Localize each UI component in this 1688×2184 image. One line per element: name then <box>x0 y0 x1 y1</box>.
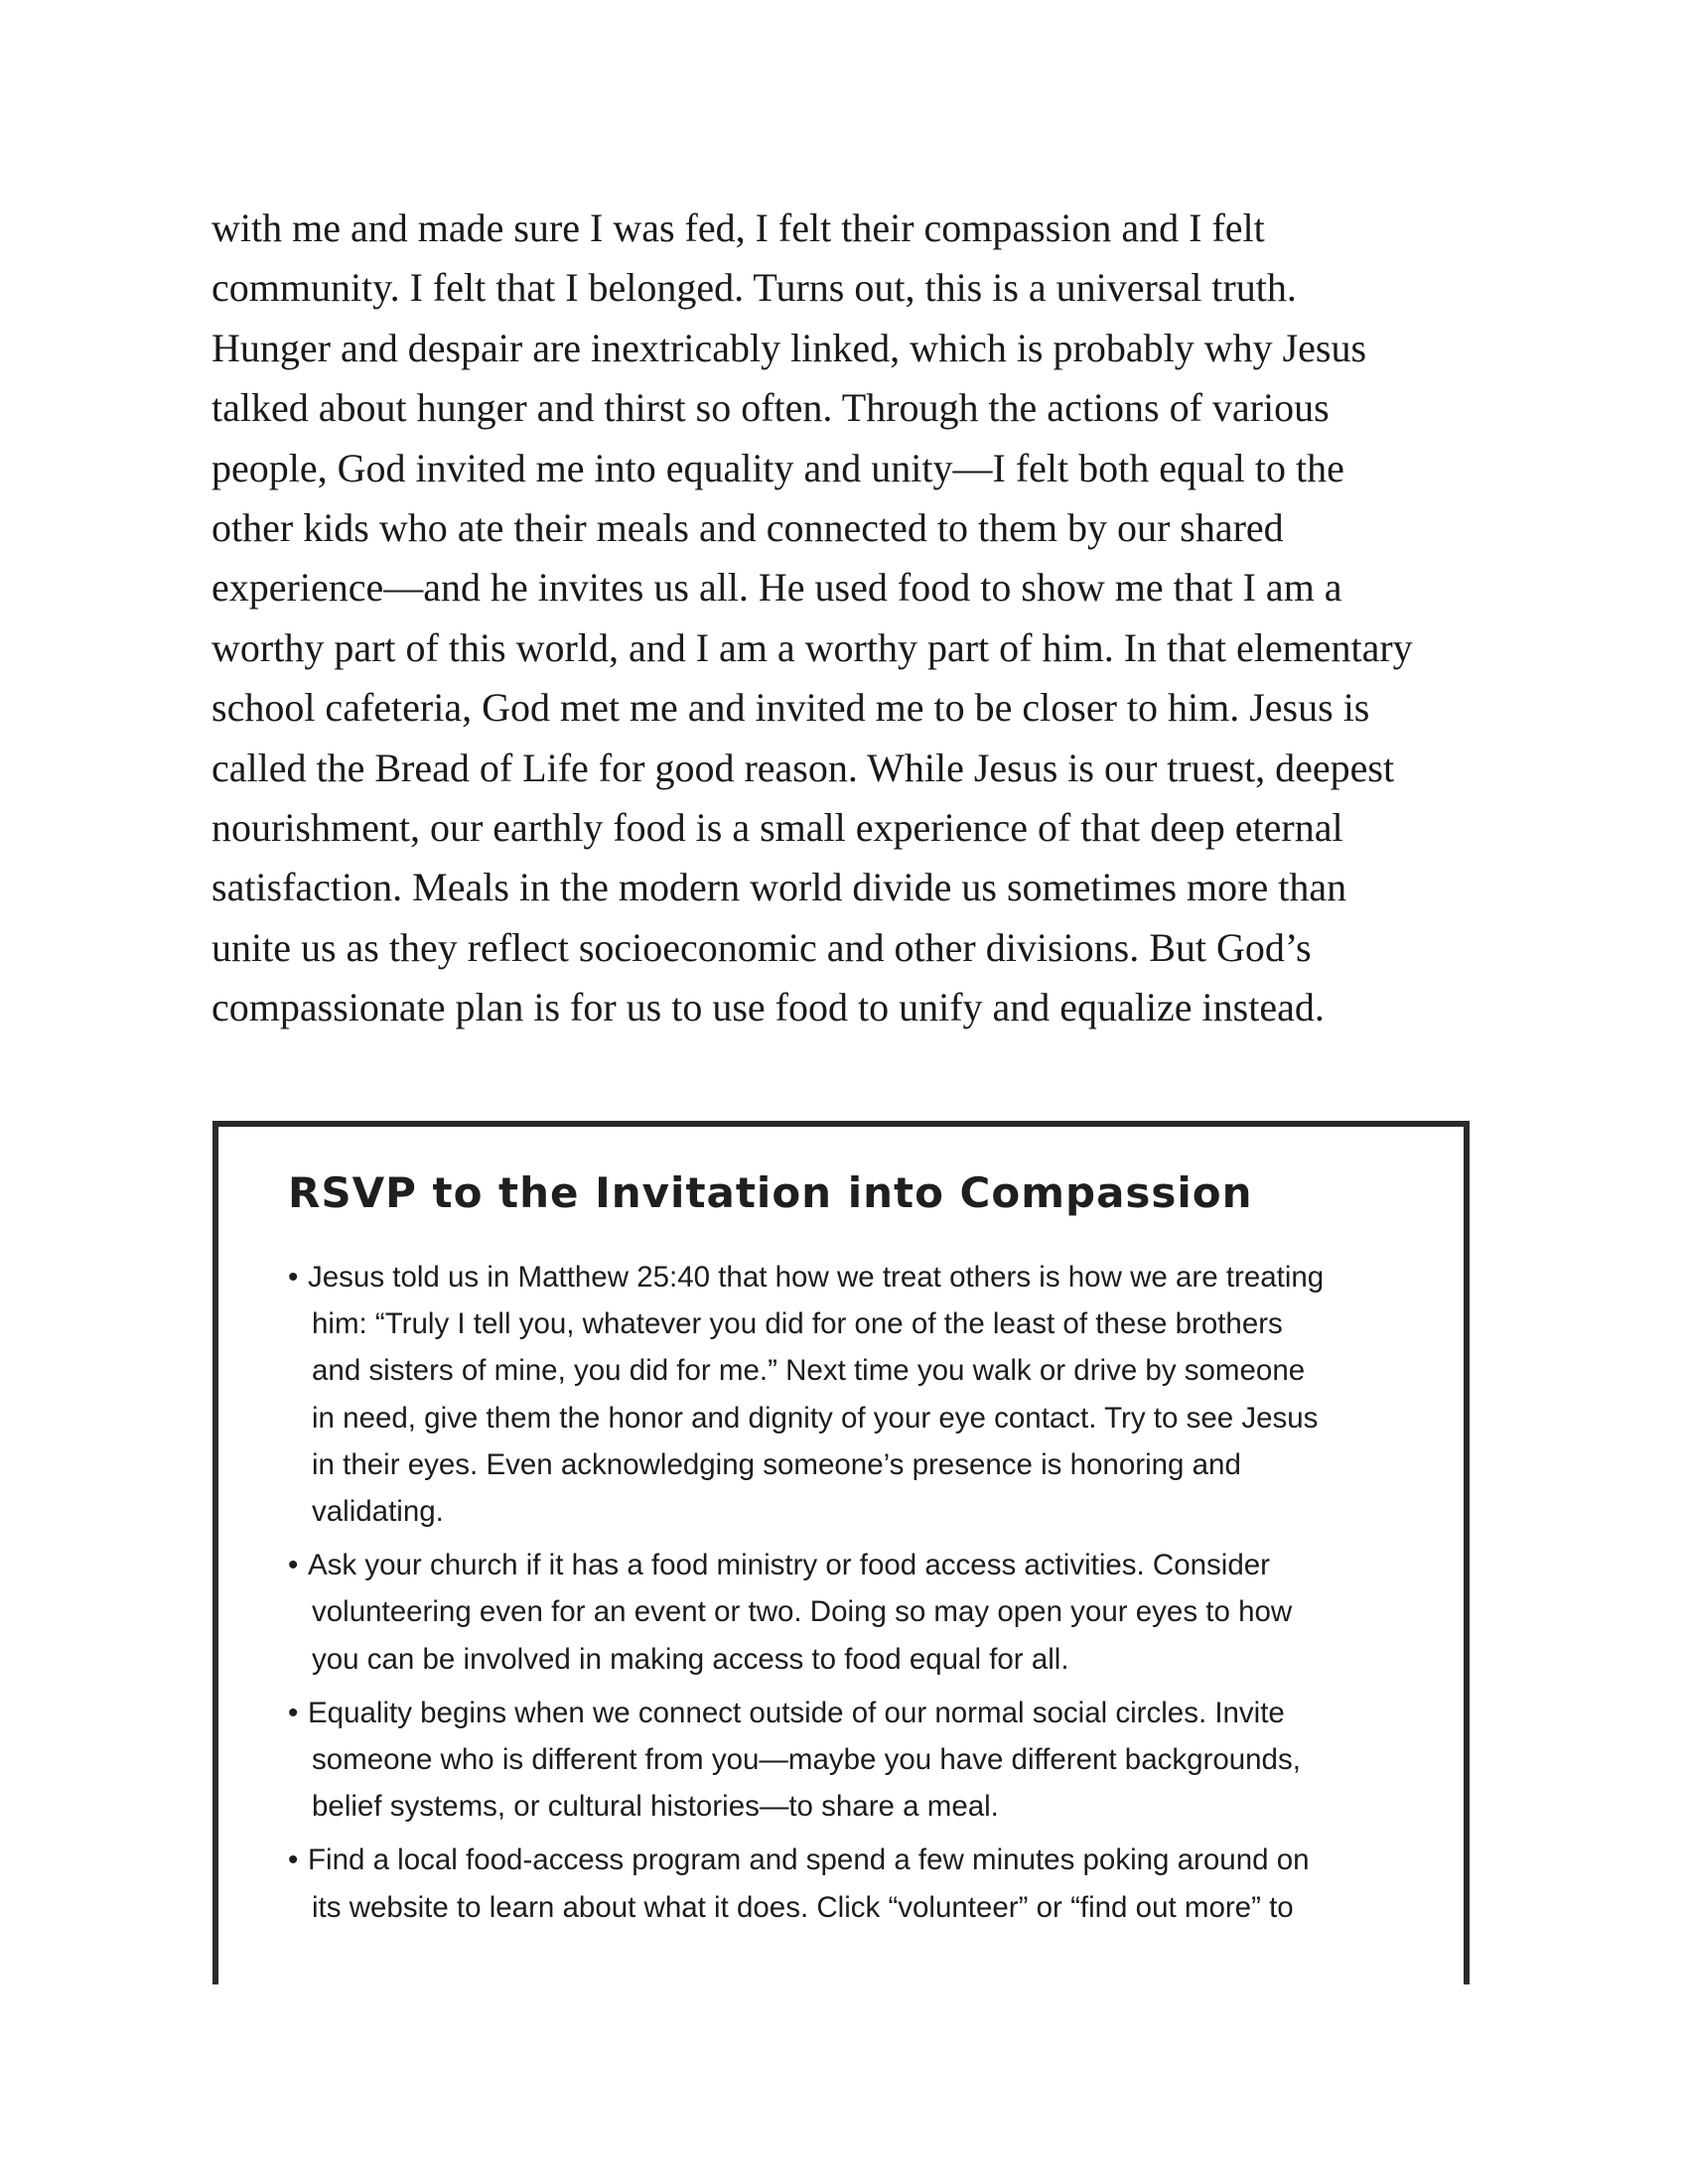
bullet-marker: • <box>288 1843 299 1877</box>
bullet-marker: • <box>288 1549 299 1582</box>
bullet-line: its website to learn about what it does. Click “volunteer” or “find out more” to <box>312 1890 1294 1924</box>
body-line: satisfaction. Meals in the modern world divide us sometimes more than <box>211 865 1347 910</box>
body-line: people, God invited me into equality and unity—I felt both equal to the <box>211 445 1344 490</box>
bullet-line: and sisters of mine, you did for me.” Next time you walk or drive by someone <box>312 1354 1306 1388</box>
body-line: called the Bread of Life for good reason. While Jesus is our truest, deepest <box>211 745 1395 790</box>
body-line: worthy part of this world, and I am a worthy part of him. In that elementary <box>211 624 1413 670</box>
body-line: school cafeteria, God met me and invited me to be closer to him. Jesus is <box>211 685 1370 731</box>
bullet-line: validating. <box>312 1495 444 1529</box>
bullet-line <box>288 1254 1400 1300</box>
list-item <box>288 1542 1400 1683</box>
bullet-line <box>288 1690 1400 1736</box>
body-paragraph <box>211 199 1502 1038</box>
bullet-marker: • <box>288 1696 299 1729</box>
bullet-line: in need, give them the honor and dignity of your eye contact. Try to see Jesus <box>312 1401 1319 1434</box>
bullet-line <box>288 1542 1400 1588</box>
list-item <box>288 1254 1400 1535</box>
bullet-text: Jesus told us in Matthew 25:40 that how we treat others is how we are treating <box>308 1261 1325 1294</box>
body-line: community. I felt that I belonged. Turns out, this is a universal truth. <box>211 265 1297 311</box>
bullet-line: in their eyes. Even acknowledging someone’s presence is honoring and <box>312 1447 1241 1481</box>
bullet-line: belief systems, or cultural histories—to share a meal. <box>312 1790 999 1824</box>
body-line: nourishment, our earthly food is a small experience of that deep eternal <box>211 805 1343 851</box>
body-line: experience—and he invites us all. He used food to show me that I am a <box>211 565 1342 611</box>
bullet-text: Find a local food-access program and spend a few minutes poking around on <box>308 1843 1310 1877</box>
bullet-text: Ask your church if it has a food ministry or food access activities. Consider <box>308 1549 1270 1582</box>
bullet-marker: • <box>288 1261 299 1294</box>
sidebar-title: RSVP to the Invitation into Compassion <box>288 1168 1253 1217</box>
rsvp-sidebar-box <box>212 1121 1470 1984</box>
body-line: unite us as they reflect socioeconomic and other divisions. But God’s <box>211 924 1312 970</box>
bullet-line: you can be involved in making access to food equal for all. <box>312 1642 1069 1676</box>
body-line: Hunger and despair are inextricably linked, which is probably why Jesus <box>211 325 1367 370</box>
bullet-line: him: “Truly I tell you, whatever you did for one of the least of these brothers <box>312 1307 1283 1341</box>
bullet-line: volunteering even for an event or two. Doing so may open your eyes to how <box>312 1595 1293 1629</box>
list-item <box>288 1690 1400 1831</box>
bullet-text: Equality begins when we connect outside of our normal social circles. Invite <box>308 1696 1285 1729</box>
rsvp-bullet-list <box>288 1254 1400 1938</box>
body-line: talked about hunger and thirst so often. Through the actions of various <box>211 385 1330 431</box>
body-line: compassionate plan is for us to use food to unify and equalize instead. <box>211 985 1325 1030</box>
body-line: with me and made sure I was fed, I felt their compassion and I felt <box>211 205 1265 250</box>
body-line: other kids who ate their meals and connected to them by our shared <box>211 505 1284 551</box>
bullet-line <box>288 1837 1400 1883</box>
list-item <box>288 1837 1400 1930</box>
bullet-line: someone who is different from you—maybe you have different backgrounds, <box>312 1743 1301 1777</box>
